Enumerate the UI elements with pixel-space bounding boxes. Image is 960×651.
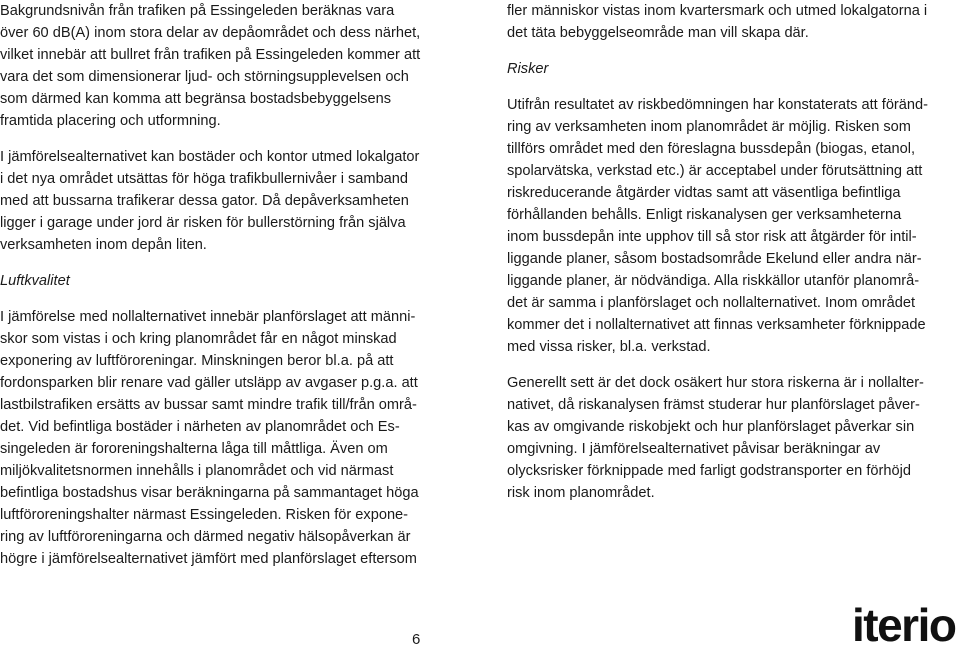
text-line: med vissa risker, bl.a. verkstad. (507, 339, 711, 355)
text-line: nativet, då riskanalysen främst studerar hur planförslaget påver- (507, 397, 920, 413)
text-line: fler människor vistas inom kvartersmark och utmed lokalgatorna i (507, 3, 928, 19)
iterio-logo: iterio (852, 599, 956, 651)
text-line: verksamheten inom depån liten. (0, 237, 207, 253)
text-line: över 60 dB(A) inom stora delar av depåområdet och dess närhet, (0, 25, 421, 41)
text-line: kommer det i nollalternativet att finnas verksamheter förknippade (507, 317, 926, 333)
text-line: spolarvätska, verkstad etc.) är acceptabel under förutsättning att (507, 163, 923, 179)
text-line: omgivning. I jämförelsealternativet påvisar beräkningar av (507, 441, 881, 457)
text-line: i det nya området utsättas för höga trafikbullernivåer i samband (0, 171, 409, 187)
text-line: det. Vid befintliga bostäder i närheten av planområdet och Es- (0, 419, 400, 435)
text-line: vara det som dimensionerar ljud- och störningsupplevelsen och (0, 69, 409, 85)
text-line: ligger i garage under jord är risken för bullerstörning från själva (0, 215, 406, 231)
text-line: som därmed kan komma att begränsa bostadsbebyggelsens (0, 91, 392, 107)
text-line: förhållanden behålls. Enligt riskanalysen ger verksamheterna (507, 207, 902, 223)
text-line: singeleden är fororeningshalterna låga till måttliga. Även om (0, 441, 388, 457)
paragraph-comparison-alternative (0, 146, 462, 256)
text-line: Generellt sett är det dock osäkert hur stora riskerna är i nollalter- (507, 375, 924, 391)
text-line: ring av luftföroreningarna och därmed negativ hälsopåverkan är (0, 529, 411, 545)
paragraph-risk-assessment (507, 94, 959, 358)
text-line: lastbilstrafiken ersätts av bussar samt mindre trafik till/från områ- (0, 397, 417, 413)
text-line: liggande planer, såsom bostadsområde Ekelund eller andra när- (507, 251, 922, 267)
text-line: miljökvalitetsnormen innehålls i planområdet och vid närmast (0, 463, 394, 479)
paragraph-air-quality (0, 306, 462, 570)
text-line: kas av omgivande riskobjekt och hur planförslaget påverkar sin (507, 419, 915, 435)
left-column (0, 0, 462, 570)
text-line: I jämförelsealternativet kan bostäder och kontor utmed lokalgator (0, 149, 420, 165)
page-number: 6 (412, 631, 421, 648)
text-line: fordonsparken blir renare vad gäller utsläpp av avgaser p.g.a. att (0, 375, 418, 391)
text-line: det är samma i planförslaget och nollalternativet. Inom området (507, 295, 916, 311)
text-line: exponering av luftföroreningar. Minskningen beror bl.a. på att (0, 353, 394, 369)
text-line: högre i jämförelsealternativet jämfört med planförslaget eftersom (0, 551, 417, 567)
text-line: inom bussdepån inte upphov till så stor risk att åtgärder för intil- (507, 229, 917, 245)
paragraph-general-risk (507, 372, 959, 504)
text-line: Bakgrundsnivån från trafiken på Essingeleden beräknas vara (0, 3, 395, 19)
text-line: luftföroreningshalter närmast Essingeleden. Risken för expone- (0, 507, 409, 523)
paragraph-continuation (507, 0, 959, 44)
text-line: det täta bebyggelseområde man vill skapa där. (507, 25, 809, 41)
text-line: olycksrisker förknippade med farligt godstransporter en förhöjd (507, 463, 911, 479)
right-column (507, 0, 959, 504)
text-line: liggande planer, är nödvändiga. Alla riskkällor utanför planområ- (507, 273, 920, 289)
text-line: framtida placering och utformning. (0, 113, 221, 129)
text-line: riskreducerande åtgärder vidtas samt att väsentliga befintliga (507, 185, 901, 201)
text-line: med att bussarna trafikerar dessa gator. Då depåverksamheten (0, 193, 409, 209)
text-line: befintliga bostadshus visar beräkningarna på sammantaget höga (0, 485, 419, 501)
text-line: skor som vistas i och kring planområdet får en något minskad (0, 331, 397, 347)
heading-air-quality: Luftkvalitet (0, 273, 70, 289)
text-line: Utifrån resultatet av riskbedömningen har konstaterats att föränd- (507, 97, 929, 113)
text-line: tillförs området med den föreslagna bussdepån (biogas, etanol, (507, 141, 916, 157)
paragraph-background-noise (0, 0, 462, 132)
heading-risks: Risker (507, 61, 549, 77)
text-line: I jämförelse med nollalternativet innebär planförslaget att männi- (0, 309, 416, 325)
text-line: vilket innebär att bullret från trafiken på Essingeleden kommer att (0, 47, 421, 63)
text-line: ring av verksamheten inom planområdet är möjlig. Risken som (507, 119, 911, 135)
text-line: risk inom planområdet. (507, 485, 655, 501)
